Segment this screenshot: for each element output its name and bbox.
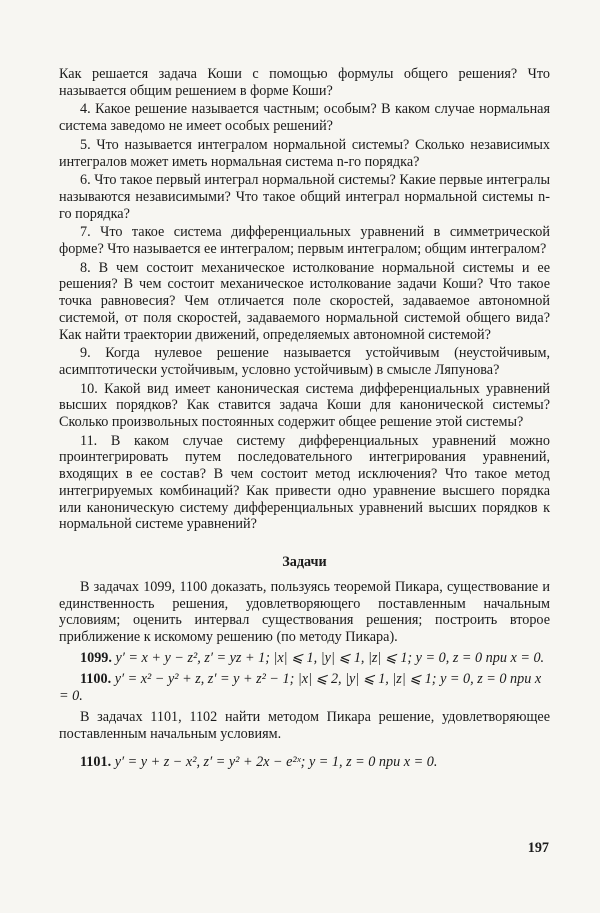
problem-number: 1100. — [80, 670, 112, 687]
problem-number: 1101. — [80, 754, 112, 771]
question-5: 5. Что называется интегралом нормальной системы? Сколько независимых интегралов может иметь нормальная система n-го порядка? — [59, 136, 550, 170]
question-8: 8. В чем состоит механическое истолкование нормальной системы и ее решения? В чем состоит механическое истолкование задачи Коши? Что такое точка равновесия? Чем отличается поле скоростей, задаваемое автономной системой, от поля скоростей, задаваемого нормальной системой общего вида? Как найти траектории движений, определяемых автономной системой? — [59, 259, 550, 343]
section-title: Задачи — [282, 553, 327, 570]
question-4: 4. Какое решение называется частным; особым? В каком случае нормальная система заведомо не имеет особых решений? — [59, 101, 550, 135]
problem-text: y′ = y + z − x², z′ = y² + 2x − e²ˣ; y = 1, z = 0 при x = 0. — [114, 754, 438, 771]
problem-text: y′ = x + y − z², z′ = yz + 1; |x| ⩽ 1, |y| ⩽ 1, |z| ⩽ 1; y = 0, z = 0 при x = 0. — [115, 649, 545, 666]
question-6: 6. Что такое первый интеграл нормальной системы? Какие первые интегралы называются независимыми? Что такое общий интеграл нормальной системы n-го порядка? — [59, 172, 550, 222]
problem-number: 1099. — [80, 649, 112, 666]
page-number: 197 — [527, 840, 549, 856]
instruction-1101-1102: В задачах 1101, 1102 найти методом Пикара решение, удовлетворяющее поставленным начальным условиям. — [59, 708, 550, 742]
problem-text: y′ = x² − y² + z, z′ = y + z² − 1; |x| ⩽ 2, |y| ⩽ 1, |z| ⩽ 1; y = 0, z = 0 при x = 0. — [59, 670, 542, 704]
problem-1101 — [59, 754, 550, 771]
question-9: 9. Когда нулевое решение называется устойчивым (неустойчивым, асимптотически устойчивым, условно устойчивым) в смысле Ляпунова? — [59, 345, 550, 378]
question-11: 11. В каком случае систему дифференциальных уравнений можно проинтегрировать путем последовательного интегрирования уравнений, входящих в ее состав? В чем состоит метод исключения? Что такое метод интегрируемых комбинаций? Как привести одно уравнение высшего порядка или каноническую систему дифференциальных уравнений высших порядков к нормальной системе уравнений? — [59, 432, 550, 533]
problem-1100 — [59, 671, 550, 705]
question-7: 7. Что такое система дифференциальных уравнений в симметрической форме? Что называется ее интегралом; первым интегралом; общим интегралом? — [59, 224, 550, 258]
instruction-1099-1100: В задачах 1099, 1100 доказать, пользуясь теоремой Пикара, существование и единственность решения, удовлетворяющего поставленным начальным условиям; оценить интервал существования решения; построить второе приближение к искомому решению (по методу Пикара). — [59, 578, 550, 646]
question-10: 10. Какой вид имеет каноническая система дифференциальных уравнений высших порядков? Как ставится задача Коши для канонической системы? Сколько произвольных постоянных содержит общее решение этой системы? — [59, 380, 550, 431]
question-3-continuation: Как решается задача Коши с помощью формулы общего решения? Что называется общим решением в форме Коши? — [59, 66, 550, 99]
problem-1099 — [59, 650, 550, 667]
